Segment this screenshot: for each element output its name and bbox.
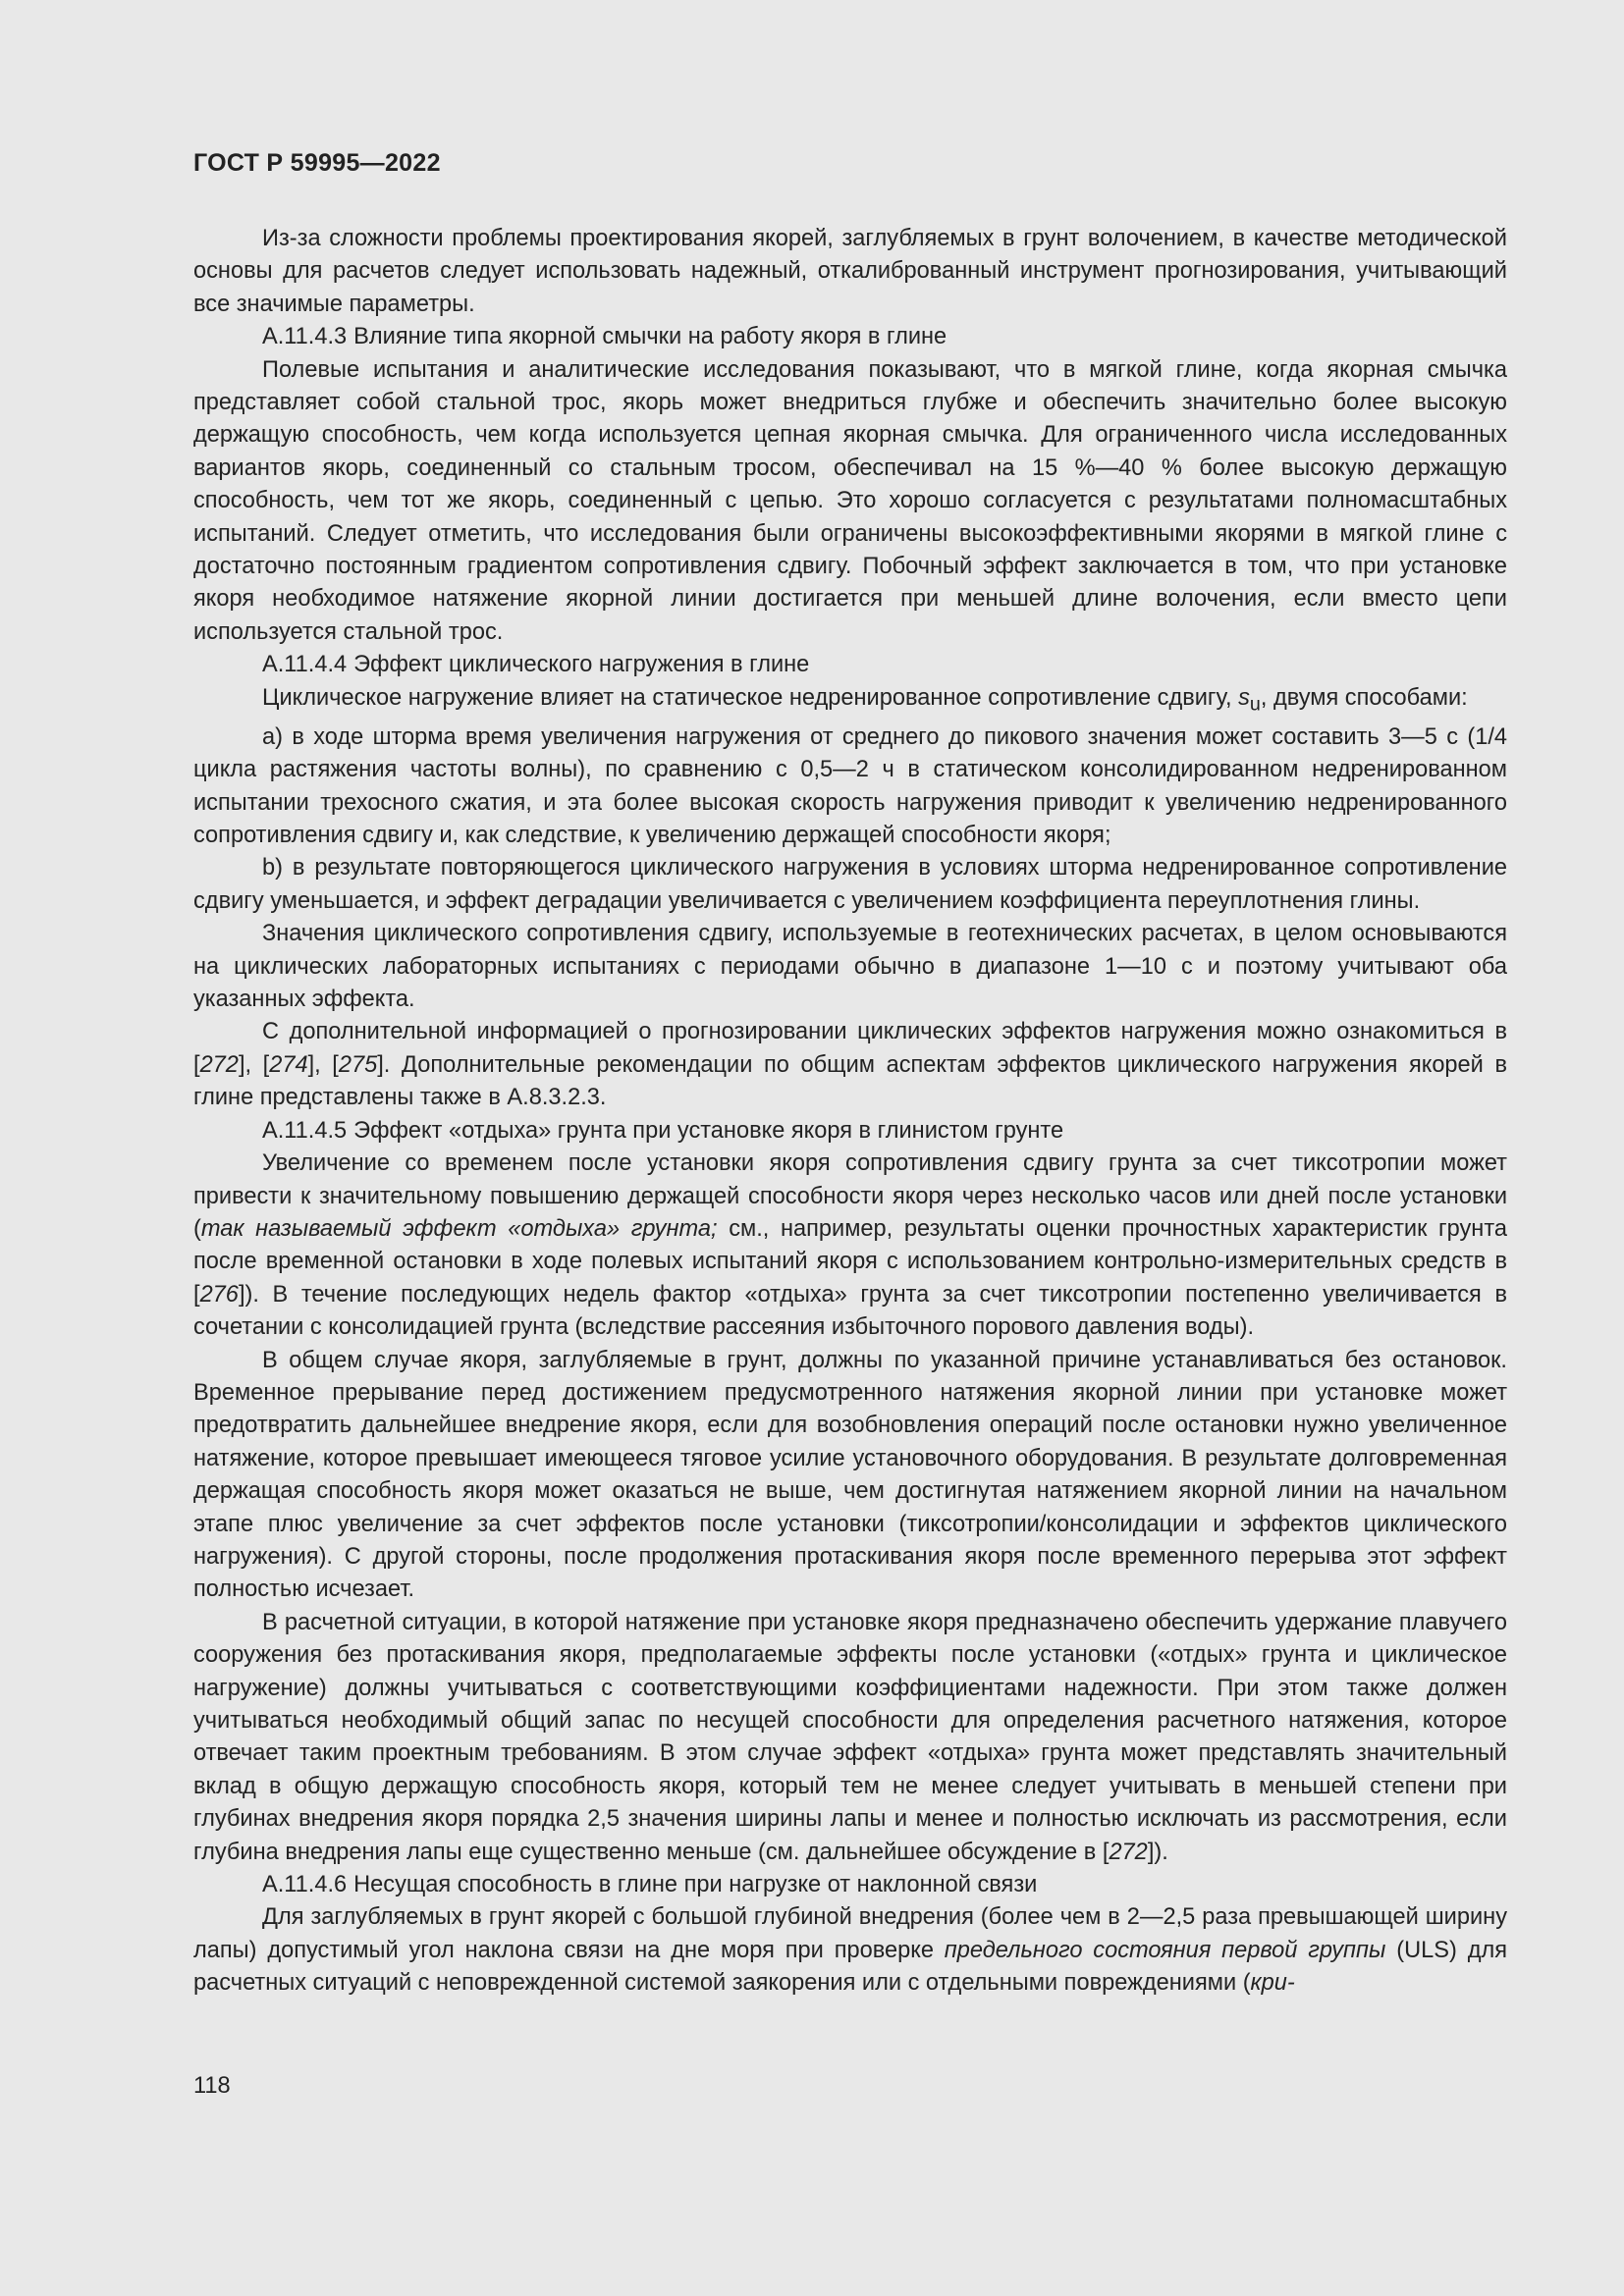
section-title: Эффект циклического нагружения в глине xyxy=(353,652,810,678)
italic-term: предельного состояния первой группы xyxy=(944,1937,1386,1963)
symbol-subscript: u xyxy=(1249,693,1261,716)
section-number: А.11.4.3 xyxy=(262,324,348,350)
text-run: В расчетной ситуации, в которой натяжение при установке якоря предназначено обеспечить удержание плавучего сооружения без протаскивания якоря, предполагаемые эффекты после установки («отдых» грунта и циклическое нагружение) должны учитываться с соответствующими коэффициентами надежности. При этом также должен учитываться необходимый общий запас по несущей способности для определения расчетного натяжения, которое отвечает таким проектным требованиям. В этом случае эффект «отдыха» грунта может представлять значительный вклад в общую держащую способность якоря, который тем не менее следует учитывать в меньшей степени при глубинах внедрения якоря порядка 2,5 значения ширины лапы и менее и полностью исключать из рассмотрения, если глубина внедрения лапы еще существенно меньше (см. дальнейшее обсуждение в [ xyxy=(193,1609,1507,1865)
list-item: b) в результате повторяющегося циклического нагружения в условиях шторма недренированное сопротивление сдвигу уменьшается, и эффект деградации увеличивается с увеличением коэффициента переуплотнения глины. xyxy=(193,855,1507,914)
reference: 272 xyxy=(199,1051,239,1078)
text-run: ], [ xyxy=(307,1051,339,1078)
paragraph: Значения циклического сопротивления сдвигу, используемые в геотехнических расчетах, в целом основываются на циклических лабораторных испытаниях с периодами обычно в диапазоне 1—10 с и поэтому учитывают оба указанных эффекта. xyxy=(193,921,1507,1013)
section-number: А.11.4.4 xyxy=(262,652,348,678)
section-heading xyxy=(193,1115,1507,1148)
text-run: , двумя способами: xyxy=(1260,684,1468,711)
text-run: Увеличение со временем после установки якоря сопротивления сдвигу грунта за счет тиксотропии может привести к значительному повышению держащей способности якоря через несколько часов или дней после установки ( xyxy=(193,1150,1507,1242)
section-title: Эффект «отдыха» грунта при установке якоря в глинистом грунте xyxy=(353,1117,1064,1144)
section-number: А.11.4.6 xyxy=(262,1872,348,1898)
document-code-header: ГОСТ Р 59995—2022 xyxy=(193,149,441,177)
paragraph xyxy=(193,1901,1507,2000)
text-run: Для заглубляемых в грунт якорей с большой глубиной внедрения (более чем в 2—2,5 раза превышающей ширину лапы) допустимый угол наклона связи на дне моря при проверке xyxy=(193,1904,1507,1963)
section-heading xyxy=(193,1869,1507,1901)
paragraph xyxy=(193,682,1507,721)
text-run: ]). В течение последующих недель фактор «отдыха» грунта за счет тиксотропии постепенно увеличивается в сочетании с консолидацией грунта (вследствие рассеяния избыточного порового давления воды). xyxy=(193,1281,1507,1341)
reference: 275 xyxy=(338,1051,378,1078)
text-run: (ULS) для расчетных ситуаций с неповрежденной системой заякорения или с отдельными повреждениями ( xyxy=(193,1937,1508,1997)
section-title: Несущая способность в глине при нагрузке от наклонной связи xyxy=(353,1872,1038,1898)
italic-term: так называемый эффект «отдыха» грунта; xyxy=(200,1215,718,1242)
section-number: А.11.4.5 xyxy=(262,1117,348,1144)
italic-term: кри- xyxy=(1250,1970,1295,1997)
reference: 274 xyxy=(269,1051,308,1078)
symbol: s xyxy=(1238,684,1250,711)
paragraph xyxy=(193,1148,1507,1344)
section-title: Влияние типа якорной смычки на работу якоря в глине xyxy=(353,324,947,350)
text-run: Циклическое нагружение влияет на статическое недренированное сопротивление сдвигу, xyxy=(262,684,1232,711)
text-run: см., например, результаты оценки прочностных характеристик грунта после временной остановки в ходе полевых испытаний якоря с использованием контрольно-измерительных средств в [ xyxy=(193,1215,1507,1308)
text-run: ], [ xyxy=(238,1051,270,1078)
reference: 272 xyxy=(1109,1839,1148,1865)
section-heading xyxy=(193,321,1507,353)
page-number: 118 xyxy=(193,2073,231,2099)
paragraph: Полевые испытания и аналитические исследования показывают, что в мягкой глине, когда якорная смычка представляет собой стальной трос, якорь может внедриться глубже и обеспечить значительно более высокую держащую способность, чем когда используется цепная якорная смычка. Для ограниченного числа исследованных вариантов якорь, соединенный со стальным тросом, обеспечивал на 15 %—40 % более высокую держащую способность, чем тот же якорь, соединенный с цепью. Это хорошо согласуется с результатами полномасштабных испытаний. Следует отметить, что исследования были ограничены высокоэффективными якорями в мягкой глине с достаточно постоянным градиентом сопротивления сдвигу. Побочный эффект заключается в том, что при установке якоря необходимое натяжение якорной линии достигается при меньшей длине волочения, если вместо цепи используется стальной трос. xyxy=(193,356,1507,645)
document-body xyxy=(193,223,1507,2001)
section-heading xyxy=(193,649,1507,681)
paragraph xyxy=(193,1607,1507,1869)
paragraph: В общем случае якоря, заглубляемые в грунт, должны по указанной причине устанавливаться без остановок. Временное прерывание перед достижением предусмотренного натяжения якорной линии при установке может предотвратить дальнейшее внедрение якоря, если для возобновления операций после остановки нужно увеличенное натяжение, которое превышает имеющееся тяговое усилие установочного оборудования. В результате долговременная держащая способность якоря может оказаться не выше, чем достигнутая натяжением якорной линии на начальном этапе плюс увеличение за счет эффектов после установки (тиксотропии/консолидации и эффектов циклического нагружения). С другой стороны, после продолжения протаскивания якоря после временного перерыва этот эффект полностью исчезает. xyxy=(193,1347,1507,1603)
paragraph xyxy=(193,1016,1507,1114)
text-run: ]). xyxy=(1147,1839,1168,1865)
list-item: а) в ходе шторма время увеличения нагружения от среднего до пикового значения может составить 3—5 с (1/4 цикла растяжения частоты волны), по сравнению с 0,5—2 ч в статическом консолидированном недренированном испытании трехосного сжатия, и эта более высокая скорость нагружения приводит к увеличению недренированного сопротивления сдвигу и, как следствие, к увеличению держащей способности якоря; xyxy=(193,723,1507,849)
text-run: ]. Дополнительные рекомендации по общим аспектам эффектов циклического нагружения якорей в глине представлены также в А.8.3.2.3. xyxy=(193,1051,1507,1111)
text-run: С дополнительной информацией о прогнозировании циклических эффектов нагружения можно ознакомиться в [ xyxy=(193,1019,1507,1078)
paragraph: Из-за сложности проблемы проектирования якорей, заглубляемых в грунт волочением, в качестве методической основы для расчетов следует использовать надежный, откалиброванный инструмент прогнозирования, учитывающий все значимые параметры. xyxy=(193,226,1507,317)
reference: 276 xyxy=(199,1281,239,1308)
